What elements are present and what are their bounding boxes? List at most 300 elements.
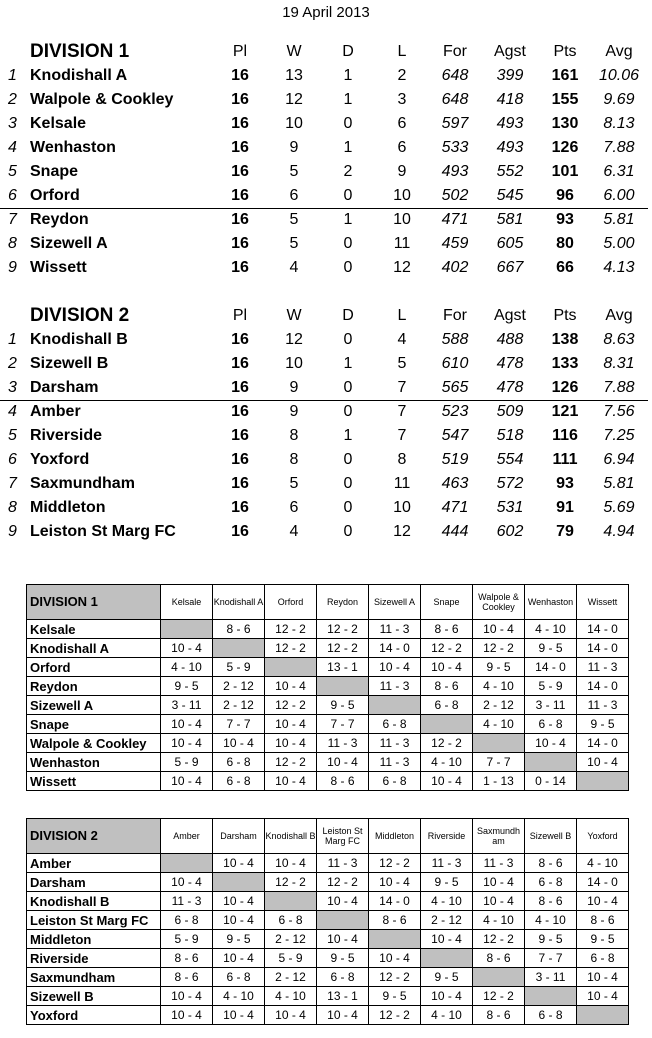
grid-score-cell: 14 - 0 [577, 639, 629, 658]
grid-score-cell: 14 - 0 [577, 873, 629, 892]
grid-score-cell: 10 - 4 [161, 772, 213, 791]
grid-row [27, 911, 629, 930]
grid-column-header: Knodishall A [213, 585, 265, 620]
for-value: 597 [441, 115, 469, 132]
grid-column-header: Leiston St Marg FC [317, 819, 369, 854]
grid-score-cell: 2 - 12 [421, 911, 473, 930]
standings-row [0, 64, 652, 88]
grid-score-cell: 12 - 2 [317, 620, 369, 639]
team-name: Knodishall A [30, 67, 128, 84]
average-value: 9.69 [603, 91, 635, 108]
grid-score-cell: 10 - 4 [265, 1006, 317, 1025]
grid-row-team: Riverside [27, 949, 161, 968]
grid-score-cell: 9 - 5 [421, 968, 473, 987]
drawn-value: 0 [343, 187, 353, 204]
grid-score-cell: 10 - 4 [265, 734, 317, 753]
against-value: 478 [496, 379, 524, 396]
grid-score-cell: 10 - 4 [577, 753, 629, 772]
won-value: 6 [289, 187, 299, 204]
won-value: 5 [289, 163, 299, 180]
against-value: 667 [496, 259, 524, 276]
points-value: 133 [551, 355, 579, 372]
grid-score-cell: 6 - 8 [317, 968, 369, 987]
played-value: 16 [231, 475, 249, 492]
grid-score-cell: 6 - 8 [161, 911, 213, 930]
grid-score-cell: 9 - 5 [317, 696, 369, 715]
grid-column-header: Amber [161, 819, 213, 854]
lost-value: 10 [393, 211, 411, 228]
grid-score-cell: 5 - 9 [161, 753, 213, 772]
average-value: 6.94 [603, 451, 635, 468]
grid-row [27, 696, 629, 715]
grid-score-cell: 10 - 4 [317, 1006, 369, 1025]
grid-score-cell: 7 - 7 [213, 715, 265, 734]
against-value: 531 [496, 499, 524, 516]
lost-value: 12 [393, 523, 411, 540]
points-value: 93 [556, 211, 574, 228]
standings-row [0, 328, 652, 352]
standings-row [0, 184, 652, 208]
grid-score-cell: 8 - 6 [369, 911, 421, 930]
column-header-against: Agst [493, 43, 526, 60]
average-value: 6.31 [603, 163, 635, 180]
grid-score-cell: 10 - 4 [161, 987, 213, 1006]
against-value: 552 [496, 163, 524, 180]
against-value: 493 [496, 115, 524, 132]
grid-score-cell: 9 - 5 [525, 930, 577, 949]
won-value: 13 [285, 67, 303, 84]
against-value: 554 [496, 451, 524, 468]
played-value: 16 [231, 235, 249, 252]
grid-score-cell: 10 - 4 [213, 949, 265, 968]
grid-column-header: Wenhaston [525, 585, 577, 620]
lost-value: 7 [397, 379, 407, 396]
grid-score-cell: 13 - 1 [317, 987, 369, 1006]
grid-score-cell: 10 - 4 [577, 892, 629, 911]
grid-score-cell: 13 - 1 [317, 658, 369, 677]
standings-row [0, 520, 652, 544]
grid-column-header: Kelsale [161, 585, 213, 620]
won-value: 5 [289, 235, 299, 252]
grid-score-cell: 7 - 7 [525, 949, 577, 968]
drawn-value: 0 [343, 475, 353, 492]
grid-title: DIVISION 1 [27, 585, 161, 620]
points-value: 93 [556, 475, 574, 492]
team-name: Amber [30, 403, 81, 420]
grid-score-cell: 2 - 12 [213, 677, 265, 696]
for-value: 493 [441, 163, 469, 180]
lost-value: 6 [397, 139, 407, 156]
grid-score-cell: 14 - 0 [577, 734, 629, 753]
team-name: Middleton [30, 499, 106, 516]
grid-score-cell: 10 - 4 [577, 968, 629, 987]
grid-row-team: Knodishall B [27, 892, 161, 911]
grid-score-cell: 6 - 8 [577, 949, 629, 968]
lost-value: 9 [397, 163, 407, 180]
grid-column-header: Saxmundh am [473, 819, 525, 854]
position: 7 [8, 211, 17, 228]
won-value: 9 [289, 379, 299, 396]
for-value: 648 [441, 67, 469, 84]
team-name: Wenhaston [30, 139, 116, 156]
team-name: Yoxford [30, 451, 90, 468]
grid-score-cell: 11 - 3 [369, 677, 421, 696]
grid-score-cell: 2 - 12 [213, 696, 265, 715]
grid-score-cell: 8 - 6 [421, 620, 473, 639]
won-value: 10 [285, 355, 303, 372]
grid-score-cell: 3 - 11 [161, 696, 213, 715]
division-1-results-grid [26, 584, 629, 791]
grid-score-cell: 12 - 2 [473, 987, 525, 1006]
drawn-value: 1 [343, 91, 353, 108]
grid-score-cell: 10 - 4 [421, 658, 473, 677]
grid-score-cell: 11 - 3 [317, 734, 369, 753]
grid-row [27, 753, 629, 772]
grid-score-cell: 10 - 4 [421, 930, 473, 949]
grid-column-header: Knodishall B [265, 819, 317, 854]
column-header-for: For [443, 43, 467, 60]
grid-score-cell: 4 - 10 [265, 987, 317, 1006]
grid-row-team: Leiston St Marg FC [27, 911, 161, 930]
grid-score-cell: 9 - 5 [213, 930, 265, 949]
grid-score-cell: 9 - 5 [369, 987, 421, 1006]
grid-score-cell: 8 - 6 [577, 911, 629, 930]
grid-blank-cell [421, 949, 473, 968]
grid-blank-cell [525, 753, 577, 772]
for-value: 459 [441, 235, 469, 252]
team-name: Saxmundham [30, 475, 135, 492]
grid-column-header: Wissett [577, 585, 629, 620]
points-value: 126 [551, 139, 579, 156]
position: 4 [8, 403, 17, 420]
report-date: 19 April 2013 [282, 4, 370, 21]
grid-row [27, 930, 629, 949]
grid-score-cell: 4 - 10 [213, 987, 265, 1006]
grid-score-cell: 10 - 4 [161, 1006, 213, 1025]
played-value: 16 [231, 499, 249, 516]
lost-value: 8 [397, 451, 407, 468]
grid-score-cell: 5 - 9 [161, 930, 213, 949]
grid-score-cell: 4 - 10 [473, 911, 525, 930]
points-value: 161 [551, 67, 579, 84]
column-header-drawn: D [342, 307, 354, 324]
grid-score-cell: 11 - 3 [577, 696, 629, 715]
grid-blank-cell [473, 734, 525, 753]
grid-score-cell: 10 - 4 [525, 734, 577, 753]
for-value: 648 [441, 91, 469, 108]
drawn-value: 1 [343, 211, 353, 228]
grid-score-cell: 10 - 4 [213, 734, 265, 753]
grid-blank-cell [161, 854, 213, 873]
grid-score-cell: 7 - 7 [317, 715, 369, 734]
won-value: 8 [289, 451, 299, 468]
won-value: 4 [289, 259, 299, 276]
grid-score-cell: 10 - 4 [473, 873, 525, 892]
grid-score-cell: 8 - 6 [161, 949, 213, 968]
won-value: 12 [285, 91, 303, 108]
points-value: 80 [556, 235, 574, 252]
grid-score-cell: 10 - 4 [317, 930, 369, 949]
played-value: 16 [231, 451, 249, 468]
for-value: 502 [441, 187, 469, 204]
position: 7 [8, 475, 17, 492]
points-value: 155 [551, 91, 579, 108]
grid-score-cell: 12 - 2 [265, 753, 317, 772]
grid-score-cell: 10 - 4 [369, 949, 421, 968]
won-value: 9 [289, 139, 299, 156]
points-value: 91 [556, 499, 574, 516]
average-value: 8.63 [603, 331, 635, 348]
grid-score-cell: 2 - 12 [265, 930, 317, 949]
grid-score-cell: 8 - 6 [317, 772, 369, 791]
team-name: Snape [30, 163, 79, 180]
column-header-average: Avg [605, 43, 633, 60]
drawn-value: 0 [343, 259, 353, 276]
grid-score-cell: 10 - 4 [421, 987, 473, 1006]
grid-blank-cell [213, 639, 265, 658]
drawn-value: 0 [343, 115, 353, 132]
grid-score-cell: 4 - 10 [421, 753, 473, 772]
drawn-value: 2 [343, 163, 353, 180]
grid-score-cell: 9 - 5 [525, 639, 577, 658]
against-value: 493 [496, 139, 524, 156]
column-header-won: W [286, 43, 302, 60]
average-value: 7.25 [603, 427, 635, 444]
grid-row-team: Middleton [27, 930, 161, 949]
against-value: 518 [496, 427, 524, 444]
won-value: 9 [289, 403, 299, 420]
grid-row-team: Yoxford [27, 1006, 161, 1025]
average-value: 6.00 [603, 187, 635, 204]
position: 5 [8, 427, 17, 444]
grid-score-cell: 12 - 2 [317, 873, 369, 892]
grid-row-team: Wenhaston [27, 753, 161, 772]
lost-value: 11 [393, 475, 411, 492]
position: 2 [8, 91, 17, 108]
grid-score-cell: 10 - 4 [161, 734, 213, 753]
grid-score-cell: 4 - 10 [473, 715, 525, 734]
won-value: 8 [289, 427, 299, 444]
grid-score-cell: 10 - 4 [473, 620, 525, 639]
position: 3 [8, 379, 17, 396]
grid-column-header: Middleton [369, 819, 421, 854]
standings-row [0, 424, 652, 448]
grid-blank-cell [577, 772, 629, 791]
grid-row-team: Snape [27, 715, 161, 734]
grid-score-cell: 12 - 2 [265, 696, 317, 715]
grid-row-team: Darsham [27, 873, 161, 892]
grid-score-cell: 5 - 9 [525, 677, 577, 696]
grid-column-header: Orford [265, 585, 317, 620]
standings-row [0, 208, 652, 232]
drawn-value: 0 [343, 523, 353, 540]
grid-score-cell: 2 - 12 [473, 696, 525, 715]
played-value: 16 [231, 403, 249, 420]
grid-score-cell: 5 - 9 [265, 949, 317, 968]
division-title: DIVISION 1 [30, 41, 130, 62]
position: 8 [8, 235, 17, 252]
grid-blank-cell [317, 911, 369, 930]
grid-blank-cell [161, 620, 213, 639]
for-value: 565 [441, 379, 469, 396]
lost-value: 10 [393, 187, 411, 204]
grid-score-cell: 12 - 2 [369, 968, 421, 987]
grid-score-cell: 14 - 0 [369, 639, 421, 658]
team-name: Knodishall B [30, 331, 128, 348]
grid-score-cell: 9 - 5 [473, 658, 525, 677]
played-value: 16 [231, 67, 249, 84]
grid-score-cell: 6 - 8 [369, 715, 421, 734]
grid-blank-cell [265, 892, 317, 911]
average-value: 5.00 [603, 235, 635, 252]
against-value: 399 [496, 67, 524, 84]
for-value: 547 [441, 427, 469, 444]
standings-row [0, 472, 652, 496]
average-value: 10.06 [598, 67, 640, 84]
grid-score-cell: 12 - 2 [473, 639, 525, 658]
position: 1 [8, 331, 17, 348]
for-value: 533 [441, 139, 469, 156]
standings-row [0, 112, 652, 136]
grid-score-cell: 10 - 4 [213, 911, 265, 930]
standings-row [0, 232, 652, 256]
grid-score-cell: 10 - 4 [161, 873, 213, 892]
points-value: 138 [551, 331, 579, 348]
grid-score-cell: 10 - 4 [161, 715, 213, 734]
grid-score-cell: 4 - 10 [525, 620, 577, 639]
standings-header [0, 40, 652, 64]
points-value: 96 [556, 187, 574, 204]
grid-score-cell: 6 - 8 [525, 1006, 577, 1025]
grid-row [27, 677, 629, 696]
for-value: 519 [441, 451, 469, 468]
grid-score-cell: 12 - 2 [265, 620, 317, 639]
team-name: Orford [30, 187, 80, 204]
grid-score-cell: 12 - 2 [317, 639, 369, 658]
team-name: Sizewell B [30, 355, 109, 372]
drawn-value: 1 [343, 355, 353, 372]
position: 9 [8, 523, 17, 540]
for-value: 463 [441, 475, 469, 492]
played-value: 16 [231, 379, 249, 396]
grid-column-header: Darsham [213, 819, 265, 854]
position: 5 [8, 163, 17, 180]
lost-value: 6 [397, 115, 407, 132]
lost-value: 7 [397, 427, 407, 444]
played-value: 16 [231, 427, 249, 444]
position: 8 [8, 499, 17, 516]
won-value: 5 [289, 475, 299, 492]
grid-score-cell: 5 - 9 [213, 658, 265, 677]
grid-row [27, 1006, 629, 1025]
standings-row [0, 160, 652, 184]
grid-row [27, 854, 629, 873]
points-value: 79 [556, 523, 574, 540]
column-header-lost: L [397, 307, 407, 324]
average-value: 5.81 [603, 211, 635, 228]
team-name: Kelsale [30, 115, 87, 132]
for-value: 471 [441, 211, 469, 228]
grid-score-cell: 4 - 10 [473, 677, 525, 696]
standings-row [0, 448, 652, 472]
drawn-value: 1 [343, 67, 353, 84]
average-value: 5.69 [603, 499, 635, 516]
column-header-points: Pts [553, 307, 577, 324]
grid-score-cell: 10 - 4 [265, 772, 317, 791]
grid-score-cell: 0 - 14 [525, 772, 577, 791]
division-title: DIVISION 2 [30, 305, 130, 326]
grid-score-cell: 10 - 4 [369, 658, 421, 677]
drawn-value: 1 [343, 139, 353, 156]
average-value: 5.81 [603, 475, 635, 492]
grid-row [27, 620, 629, 639]
grid-score-cell: 7 - 7 [473, 753, 525, 772]
points-value: 121 [551, 403, 579, 420]
against-value: 418 [496, 91, 524, 108]
grid-row-team: Amber [27, 854, 161, 873]
grid-score-cell: 3 - 11 [525, 968, 577, 987]
against-value: 478 [496, 355, 524, 372]
grid-row [27, 873, 629, 892]
lost-value: 11 [393, 235, 411, 252]
team-name: Riverside [30, 427, 103, 444]
grid-score-cell: 11 - 3 [577, 658, 629, 677]
played-value: 16 [231, 259, 249, 276]
against-value: 572 [496, 475, 524, 492]
for-value: 402 [441, 259, 469, 276]
for-value: 523 [441, 403, 469, 420]
against-value: 545 [496, 187, 524, 204]
against-value: 488 [496, 331, 524, 348]
against-value: 605 [496, 235, 524, 252]
grid-row-team: Sizewell A [27, 696, 161, 715]
grid-blank-cell [421, 715, 473, 734]
grid-score-cell: 12 - 2 [369, 854, 421, 873]
drawn-value: 0 [343, 499, 353, 516]
average-value: 8.31 [603, 355, 635, 372]
column-header-points: Pts [553, 43, 577, 60]
grid-score-cell: 6 - 8 [213, 753, 265, 772]
promotion-separator [0, 400, 648, 401]
grid-score-cell: 8 - 6 [473, 1006, 525, 1025]
average-value: 8.13 [603, 115, 635, 132]
team-name: Darsham [30, 379, 99, 396]
standings-row [0, 496, 652, 520]
standings-row [0, 352, 652, 376]
grid-score-cell: 6 - 8 [265, 911, 317, 930]
grid-score-cell: 11 - 3 [473, 854, 525, 873]
for-value: 610 [441, 355, 469, 372]
grid-score-cell: 10 - 4 [577, 987, 629, 1006]
position: 1 [8, 67, 17, 84]
won-value: 6 [289, 499, 299, 516]
grid-score-cell: 14 - 0 [577, 677, 629, 696]
grid-title: DIVISION 2 [27, 819, 161, 854]
for-value: 444 [441, 523, 469, 540]
grid-score-cell: 14 - 0 [577, 620, 629, 639]
standings-header [0, 304, 652, 328]
drawn-value: 1 [343, 427, 353, 444]
grid-score-cell: 11 - 3 [369, 753, 421, 772]
grid-score-cell: 8 - 6 [421, 677, 473, 696]
column-header-average: Avg [605, 307, 633, 324]
played-value: 16 [231, 139, 249, 156]
grid-blank-cell [317, 677, 369, 696]
grid-score-cell: 6 - 8 [369, 772, 421, 791]
column-header-won: W [286, 307, 302, 324]
grid-row [27, 892, 629, 911]
standings-row [0, 136, 652, 160]
